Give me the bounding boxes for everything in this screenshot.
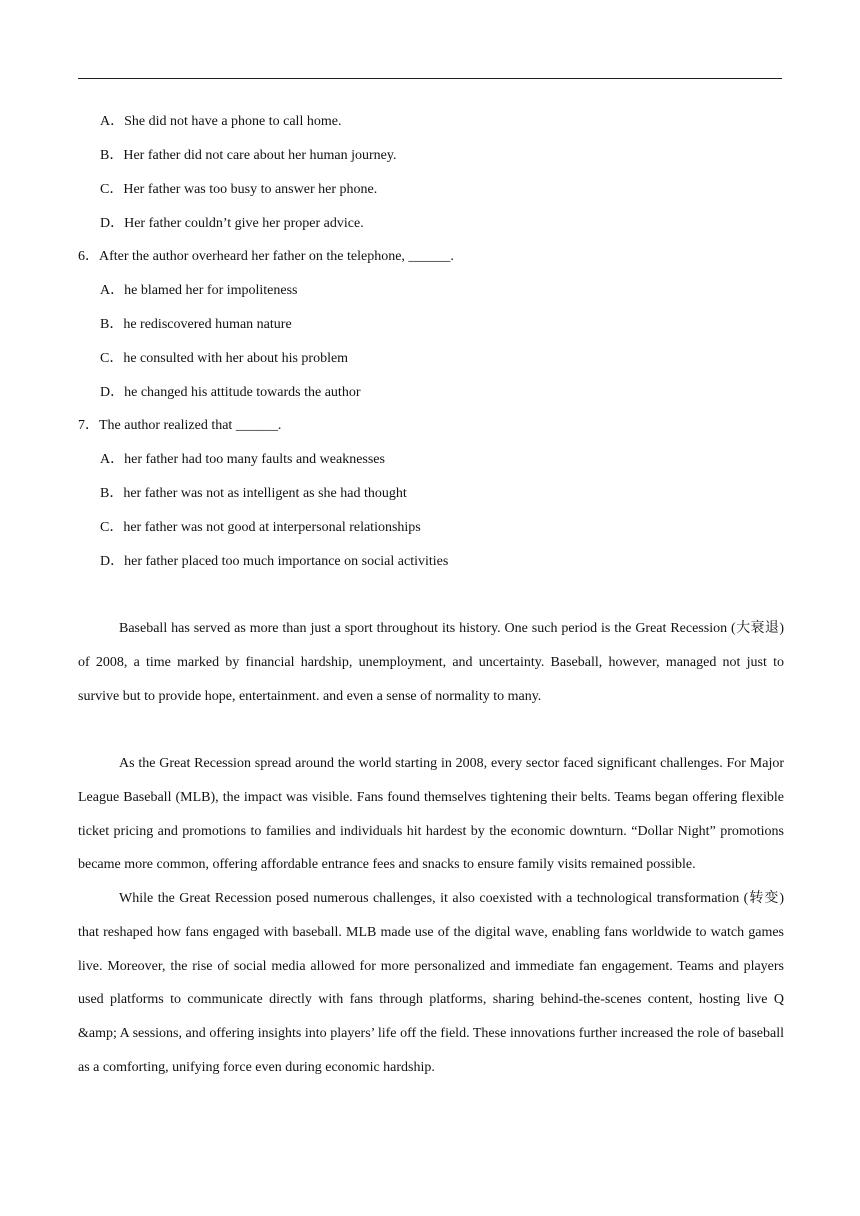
q6-option-d: D．he changed his attitude towards the author xyxy=(100,385,361,400)
q5-option-c: C．Her father was too busy to answer her phone. xyxy=(100,182,378,197)
q7-stem: 7．The author realized that ______. xyxy=(78,418,282,433)
q6-option-b: B．he rediscovered human nature xyxy=(100,317,292,332)
q6-option-c: C．he consulted with her about his problem xyxy=(100,351,349,366)
passage-paragraph-3: While the Great Recession posed numerous challenges, it also coexisted with a technological transformation (转变) that reshaped how fans engaged with baseball. MLB made use of the digital wave, enabling fans worldwide to watch games live. Moreover, the rise of social media allowed for more personalized and immediate fan engagement. Teams and players used platforms to communicate directly with fans through platforms, sharing behind-the-scenes content, hosting live Q &amp; A sessions, and offering insights into players’ life off the field. These innovations further increased the role of baseball as a comforting, unifying force even during economic hardship. xyxy=(78,891,784,1075)
header-rule xyxy=(78,78,782,79)
q6-option-a: A．he blamed her for impoliteness xyxy=(100,283,298,298)
q7-option-c: C．her father was not good at interpersonal relationships xyxy=(100,520,421,535)
passage-paragraph-2: As the Great Recession spread around the world starting in 2008, every sector faced significant challenges. For Major League Baseball (MLB), the impact was visible. Fans found themselves tightening their belts. Teams began offering flexible ticket pricing and promotions to families and individuals hit hardest by the economic downturn. “Dollar Night” promotions became more common, offering affordable entrance fees and snacks to ensure family visits remained possible. xyxy=(78,756,784,873)
q5-option-d: D．Her father couldn’t give her proper advice. xyxy=(100,216,364,231)
passage-paragraph-1: Baseball has served as more than just a sport throughout its history. One such period is the Great Recession (大衰退) of 2008, a time marked by financial hardship, unemployment, and uncertainty. Baseball, however, managed not just to survive but to provide hope, entertainment. and even a sense of normality to many. xyxy=(78,621,784,704)
q7-option-b: B．her father was not as intelligent as she had thought xyxy=(100,486,407,501)
q5-option-a: A．She did not have a phone to call home. xyxy=(100,114,342,129)
q7-option-a: A．her father had too many faults and weaknesses xyxy=(100,452,385,467)
q7-option-d: D．her father placed too much importance on social activities xyxy=(100,554,449,569)
q6-stem: 6．After the author overheard her father on the telephone, ______. xyxy=(78,249,454,264)
q5-option-b: B．Her father did not care about her human journey. xyxy=(100,148,397,163)
